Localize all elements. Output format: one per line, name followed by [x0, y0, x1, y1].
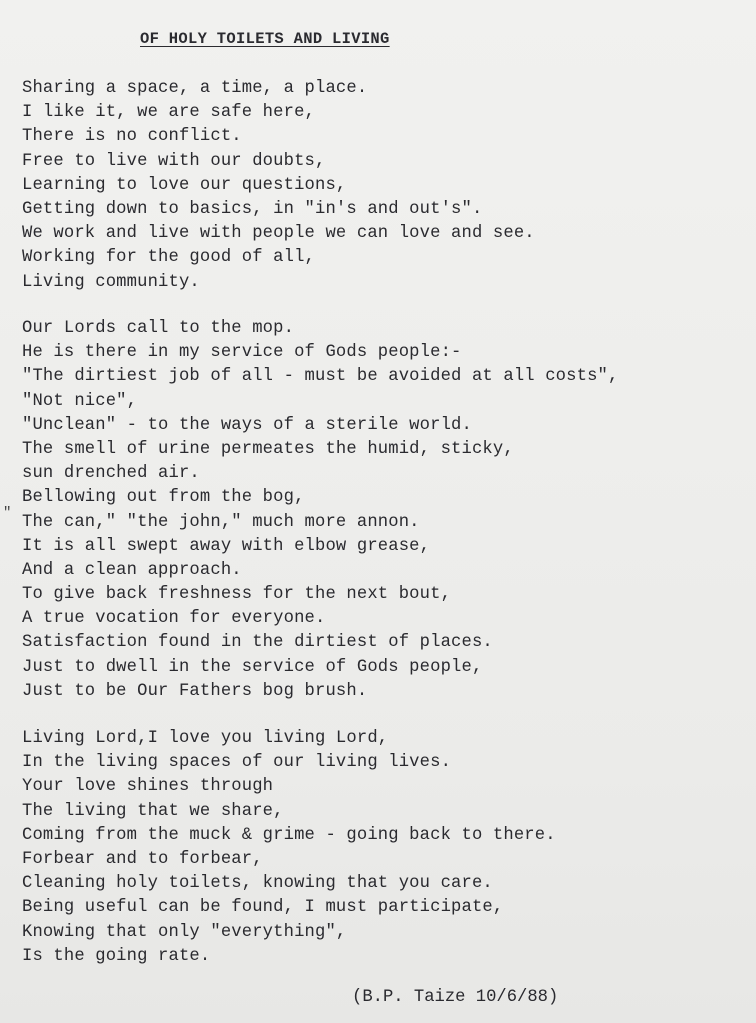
poem-line: And a clean approach.	[22, 560, 242, 580]
poem-line: A true vocation for everyone.	[22, 609, 326, 629]
poem-line: "Not nice",	[22, 391, 138, 411]
poem-line: Getting down to basics, in "in's and out's".	[22, 199, 483, 219]
poem-line: There is no conflict.	[22, 127, 242, 147]
signature-line: (B.P. Taize 10/6/88)	[352, 988, 559, 1007]
poem-line: Living community.	[22, 272, 200, 292]
poem-line: The can," "the john," much more annon.	[22, 512, 420, 532]
poem-line: He is there in my service of Gods people:-	[22, 343, 462, 363]
poem-line: Just to be Our Fathers bog brush.	[22, 681, 368, 701]
poem-line: sun drenched air.	[22, 464, 200, 484]
stanza-1	[22, 77, 742, 295]
poem-line: Coming from the muck & grime - going back to there.	[22, 825, 556, 845]
margin-quote-mark: "	[3, 505, 12, 521]
poem-line: The living that we share,	[22, 801, 284, 821]
poem-line: "Unclean" - to the ways of a sterile world.	[22, 415, 472, 435]
poem-line: "The dirtiest job of all - must be avoided at all costs",	[22, 367, 619, 387]
poem-line: In the living spaces of our living lives.	[22, 753, 452, 773]
poem-line: The smell of urine permeates the humid, sticky,	[22, 439, 514, 459]
poem-title: OF HOLY TOILETS AND LIVING	[140, 30, 390, 48]
stanza-3	[22, 727, 742, 969]
poem-line: Bellowing out from the bog,	[22, 488, 305, 508]
poem-line: Sharing a space, a time, a place.	[22, 79, 368, 98]
poem-line: Cleaning holy toilets, knowing that you care.	[22, 874, 493, 894]
poem-line: To give back freshness for the next bout,	[22, 585, 452, 605]
poem-line: Is the going rate.	[22, 946, 211, 966]
poem-line: Living Lord,I love you living Lord,	[22, 729, 389, 748]
poem-line: Our Lords call to the mop.	[22, 319, 295, 338]
poem-line: Free to live with our doubts,	[22, 151, 326, 171]
poem-line: We work and live with people we can love and see.	[22, 224, 535, 244]
poem-line: Knowing that only "everything",	[22, 922, 347, 942]
poem-line: I like it, we are safe here,	[22, 103, 315, 123]
poem-line: Being useful can be found, I must participate,	[22, 898, 504, 918]
poem-line: Just to dwell in the service of Gods people,	[22, 657, 483, 677]
poem-line: It is all swept away with elbow grease,	[22, 536, 431, 556]
poem-line: Your love shines through	[22, 777, 274, 797]
stanza-2	[22, 317, 742, 704]
poem-line: Satisfaction found in the dirtiest of places.	[22, 633, 493, 653]
poem-line: Working for the good of all,	[22, 248, 315, 268]
poem-line: Learning to love our questions,	[22, 175, 347, 195]
poem-line: Forbear and to forbear,	[22, 849, 263, 869]
